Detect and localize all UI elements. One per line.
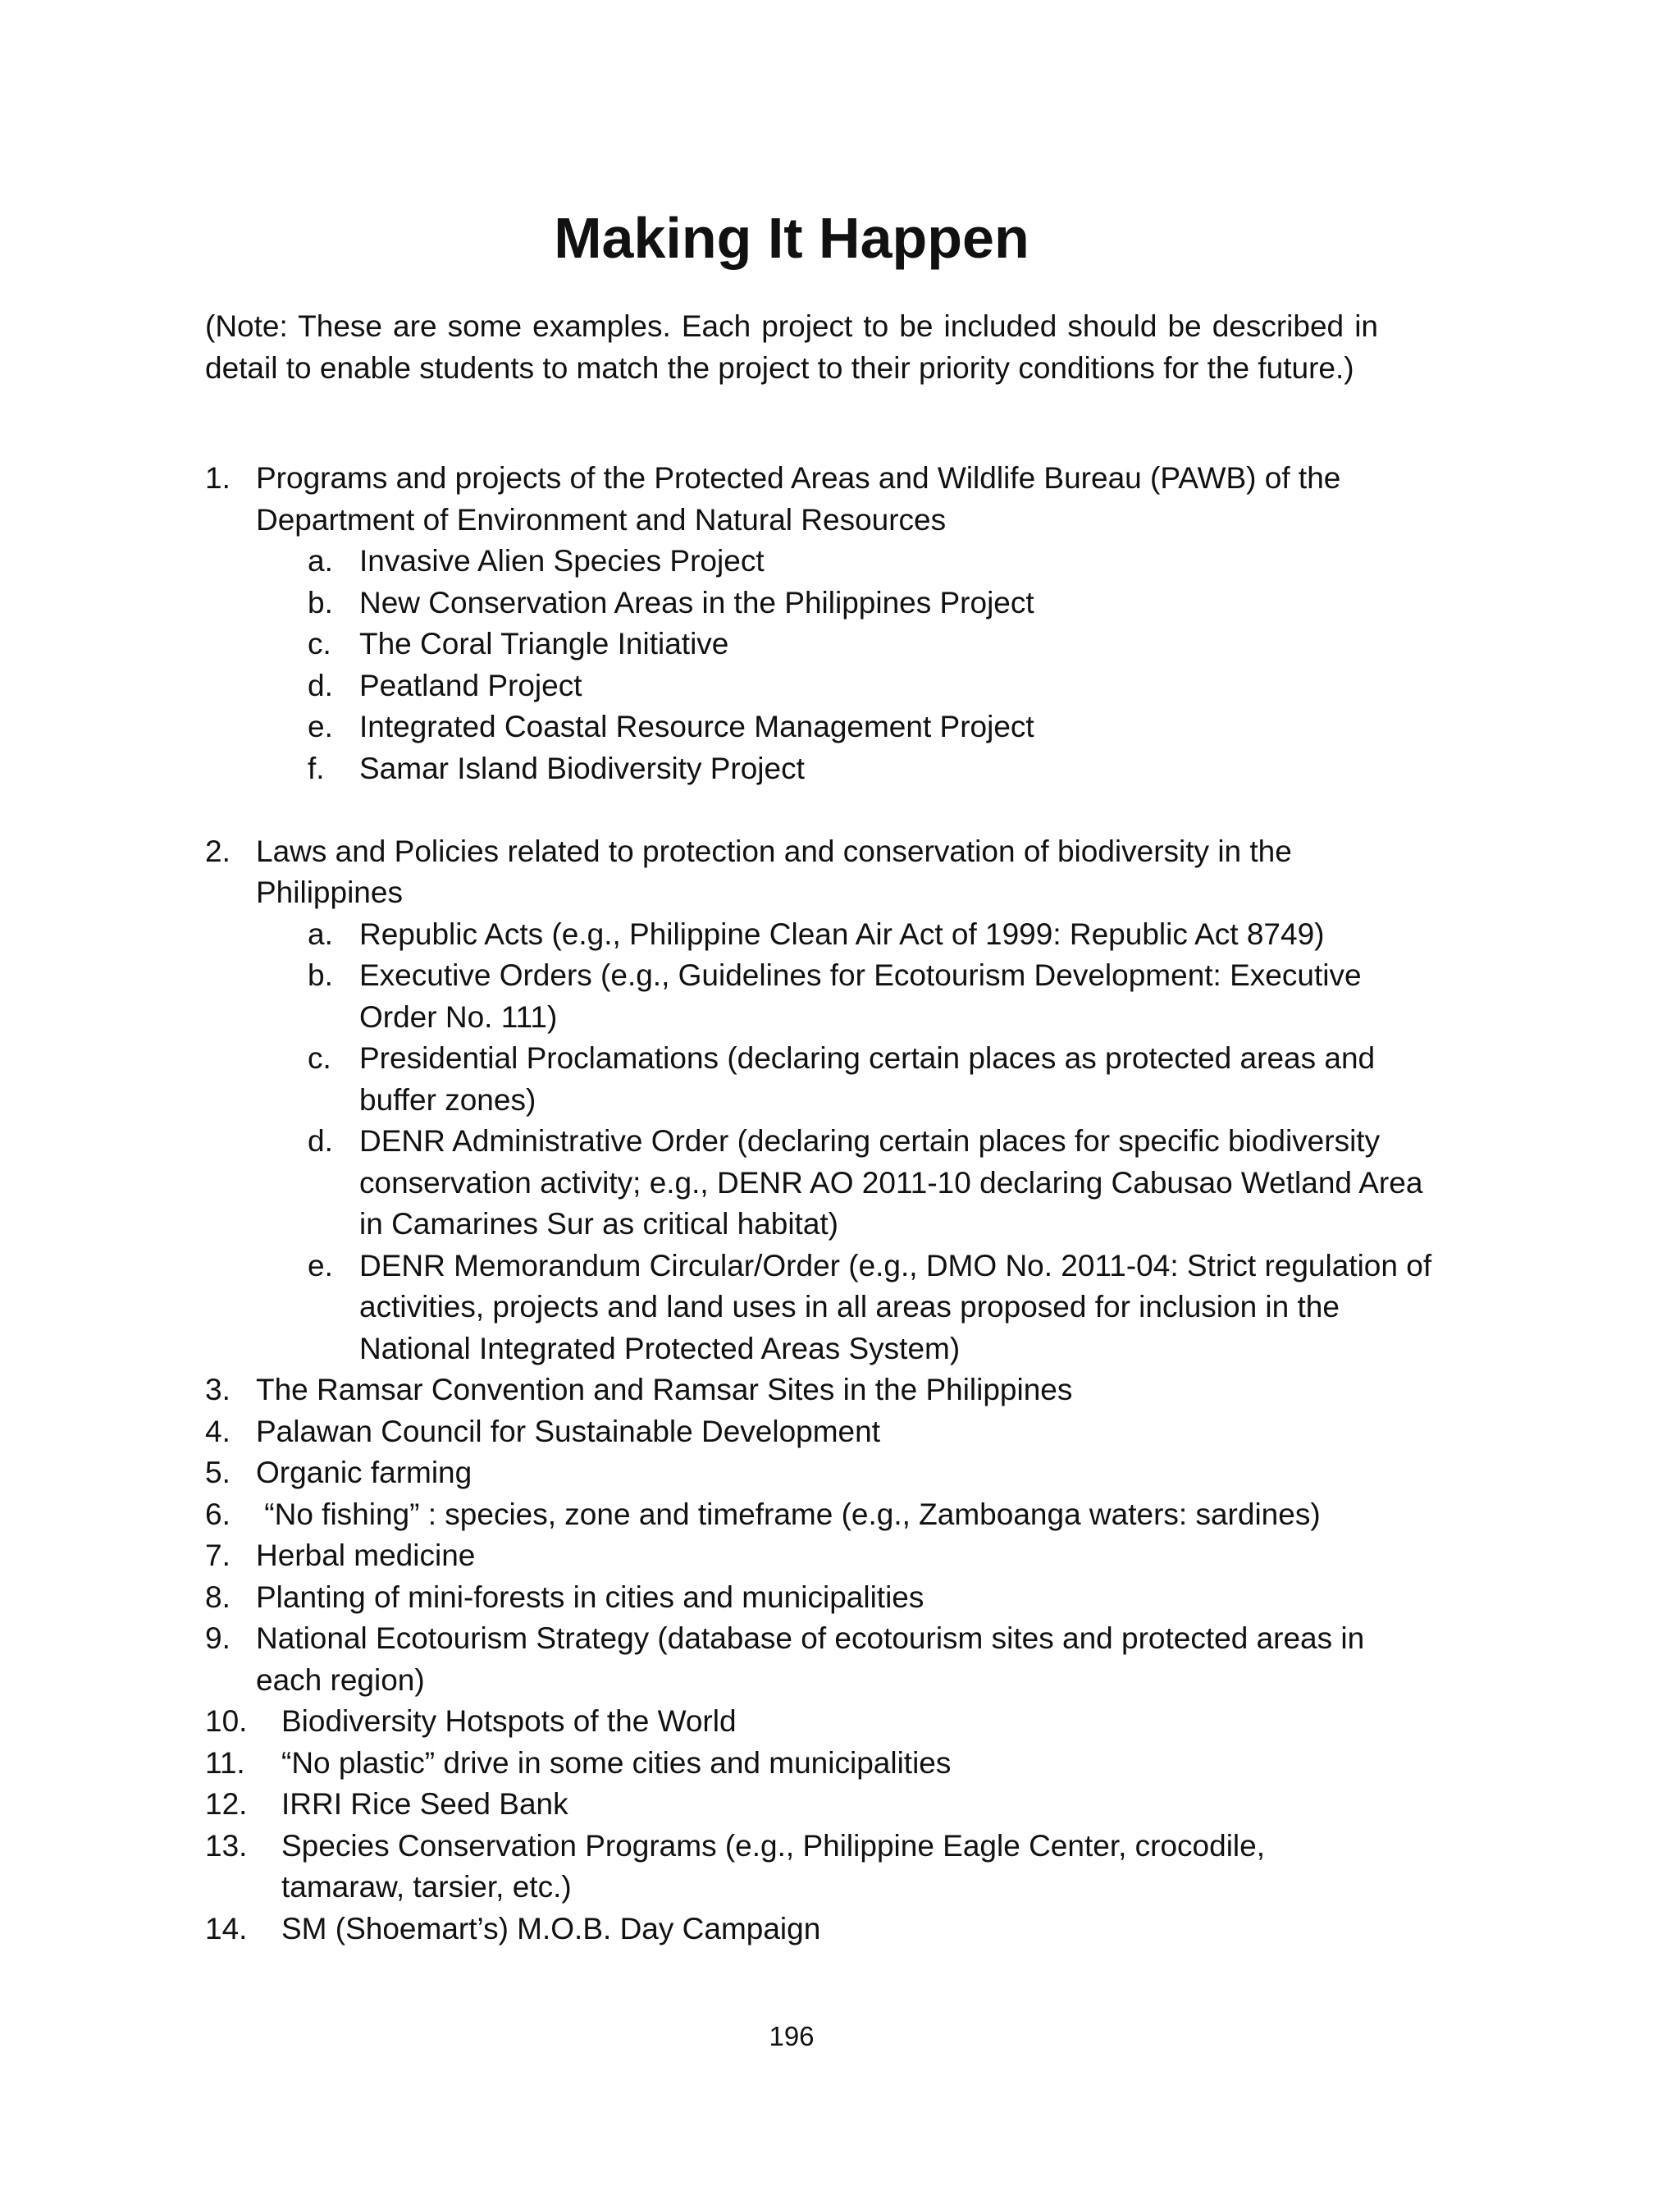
sublist-item — [205, 706, 1436, 748]
list-item-9 — [205, 1618, 1436, 1701]
list-number: 5. — [205, 1456, 231, 1489]
list-number: 4. — [205, 1414, 231, 1448]
list-item-1 — [205, 458, 1436, 541]
list-item-3 — [205, 1369, 1436, 1411]
list-number: 10. — [205, 1704, 248, 1738]
list-item-text: Palawan Council for Sustainable Development — [256, 1414, 880, 1448]
list-item-8 — [205, 1577, 1436, 1619]
sublist-label: b. — [308, 958, 333, 992]
list-item-text: Herbal medicine — [256, 1538, 476, 1572]
sublist-item — [205, 541, 1436, 583]
list-item-text: “No fishing” : species, zone and timeframe (e.g., Zamboanga waters: sardines) — [256, 1497, 1321, 1531]
list-item-14 — [205, 1909, 1436, 1950]
project-list — [205, 458, 1436, 1950]
list-item-12 — [205, 1784, 1436, 1826]
list-number: 3. — [205, 1373, 231, 1406]
list-number: 7. — [205, 1538, 231, 1572]
list-item-13 — [205, 1826, 1372, 1909]
sublist-label: d. — [308, 668, 333, 702]
sublist-item — [205, 1038, 1436, 1121]
list-item-6 — [205, 1494, 1436, 1536]
sublist-text: Executive Orders (e.g., Guidelines for Ecotourism Development: Executive Order No. 111) — [359, 958, 1362, 1034]
list-number: 14. — [205, 1911, 248, 1945]
list-number: 11. — [205, 1745, 245, 1780]
list-item-text: Planting of mini-forests in cities and municipalities — [256, 1580, 924, 1614]
list-number: 12. — [205, 1787, 248, 1821]
sublist-item — [205, 1121, 1436, 1246]
sublist-1 — [205, 541, 1436, 789]
list-item-5 — [205, 1452, 1436, 1494]
list-item-text: Biodiversity Hotspots of the World — [281, 1704, 737, 1738]
sublist-text: Peatland Project — [359, 668, 582, 702]
sublist-text: Integrated Coastal Resource Management Project — [359, 710, 1034, 743]
list-number: 2. — [205, 834, 231, 868]
list-item-2 — [205, 831, 1436, 914]
sublist-item — [205, 955, 1436, 1038]
list-item-text: The Ramsar Convention and Ramsar Sites in the Philippines — [256, 1373, 1073, 1406]
list-number: 1. — [205, 461, 231, 495]
list-item-text: SM (Shoemart’s) M.O.B. Day Campaign — [281, 1911, 821, 1945]
list-item-7 — [205, 1535, 1436, 1577]
list-item-text: Organic farming — [256, 1456, 472, 1489]
list-item-11 — [205, 1743, 1436, 1785]
sublist-2 — [205, 914, 1436, 1370]
sublist-item — [205, 914, 1436, 956]
list-item-text: Laws and Policies related to protection and conservation of biodiversity in the Philippines — [256, 834, 1292, 909]
sublist-text: Presidential Proclamations (declaring certain places as protected areas and buffer zones) — [359, 1041, 1376, 1117]
list-item-text: National Ecotourism Strategy (database of ecotourism sites and protected areas in each region) — [256, 1621, 1365, 1697]
list-item-text: Species Conservation Programs (e.g., Philippine Eagle Center, crocodile, tamaraw, tarsier, etc.) — [281, 1828, 1266, 1904]
list-item-text: Programs and projects of the Protected Areas and Wildlife Bureau (PAWB) of the Department of Environment and Natural Resources — [256, 461, 1341, 537]
page-title: Making It Happen — [554, 206, 1029, 270]
note-paragraph: (Note: These are some examples. Each project to be included should be described in detail to enable students to match the project to their priority conditions for the future.) — [205, 309, 1378, 385]
sublist-label: c. — [308, 627, 331, 661]
list-number: 13. — [205, 1828, 248, 1863]
sublist-text: Invasive Alien Species Project — [359, 544, 765, 578]
list-item-4 — [205, 1411, 1436, 1453]
sublist-label: b. — [308, 585, 333, 620]
spacer — [205, 789, 1436, 831]
sublist-label: e. — [308, 1248, 333, 1282]
sublist-text: DENR Administrative Order (declaring certain places for specific biodiversity conservation activity; e.g., DENR AO 2011-10 declaring Cabusao Wetland Area in Camarines Sur as critical habitat) — [359, 1124, 1423, 1241]
sublist-label: d. — [308, 1124, 333, 1158]
list-number: 9. — [205, 1621, 231, 1655]
sublist-text: Samar Island Biodiversity Project — [359, 751, 805, 785]
list-item-text: IRRI Rice Seed Bank — [281, 1787, 568, 1821]
sublist-item — [205, 583, 1436, 624]
sublist-label: e. — [308, 710, 333, 743]
sublist-text: The Coral Triangle Initiative — [359, 627, 729, 661]
sublist-label: a. — [308, 544, 333, 578]
sublist-label: c. — [308, 1041, 331, 1075]
list-number: 6. — [205, 1497, 231, 1531]
sublist-label: a. — [308, 917, 333, 951]
sublist-text: Republic Acts (e.g., Philippine Clean Air Act of 1999: Republic Act 8749) — [359, 917, 1325, 951]
sublist-label: f. — [308, 751, 325, 785]
sublist-item — [205, 665, 1436, 707]
sublist-item — [205, 748, 1436, 790]
list-item-text: “No plastic” drive in some cities and municipalities — [281, 1745, 952, 1780]
list-number: 8. — [205, 1580, 231, 1614]
list-item-10 — [205, 1701, 1436, 1743]
sublist-text: DENR Memorandum Circular/Order (e.g., DMO No. 2011-04: Strict regulation of activities, projects and land uses in all areas proposed for inclusion in the National Integrated Protected Areas System) — [359, 1248, 1432, 1365]
sublist-item — [205, 624, 1436, 665]
page-number: 196 — [769, 2021, 815, 2051]
sublist-item — [205, 1246, 1436, 1370]
sublist-text: New Conservation Areas in the Philippines Project — [359, 585, 1034, 620]
